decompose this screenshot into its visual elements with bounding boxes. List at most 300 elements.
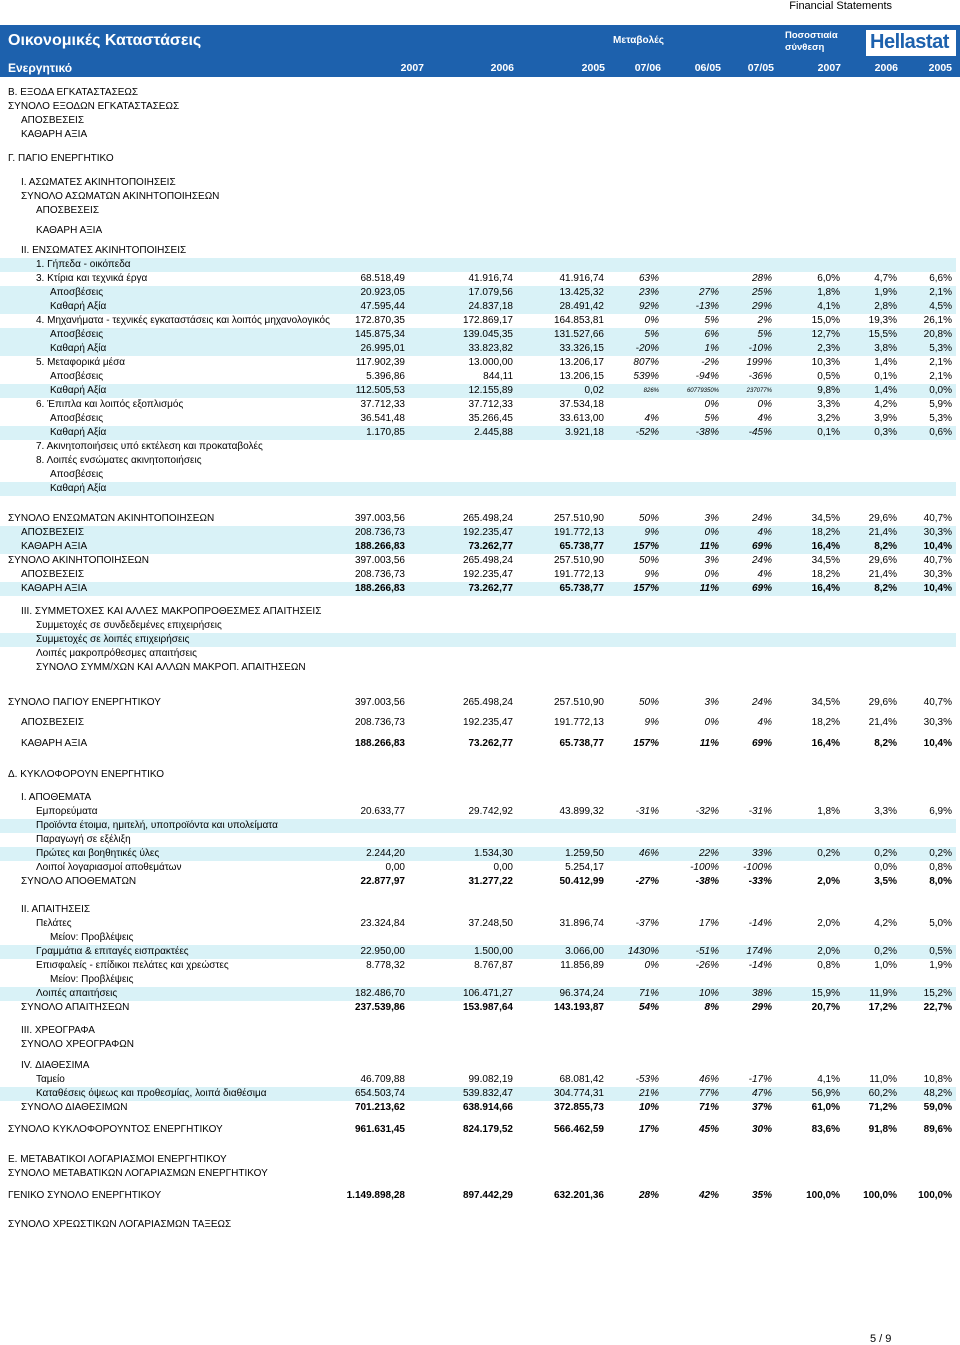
amount-cell: 65.738,77 — [559, 583, 604, 594]
change-cell: 63% — [638, 273, 659, 284]
table-row — [0, 1001, 956, 1015]
row-label: 1. Γήπεδα - οικόπεδα — [36, 259, 131, 270]
table-row — [0, 224, 956, 238]
change-cell: 5% — [704, 315, 719, 326]
amount-cell: 188.266,83 — [354, 583, 405, 594]
amount-cell: 2.445,88 — [474, 427, 513, 438]
amount-cell: 73.262,77 — [468, 583, 513, 594]
percent-cell: 30,3% — [923, 527, 952, 538]
row-label: Εμπορεύματα — [36, 806, 98, 817]
amount-cell: 237.539,86 — [354, 1002, 405, 1013]
amount-cell: 257.510,90 — [553, 513, 604, 524]
change-cell: -31% — [635, 806, 659, 817]
percent-cell: 10,4% — [923, 583, 952, 594]
amount-cell: 304.774,31 — [553, 1088, 604, 1099]
percent-cell: 2,1% — [929, 371, 952, 382]
percent-cell: 0,1% — [874, 371, 897, 382]
change-cell: -20% — [635, 343, 659, 354]
amount-cell: 5.396,86 — [366, 371, 405, 382]
table-row — [0, 286, 956, 300]
row-label: 6. Έπιπλα και λοιπός εξοπλισμός — [36, 399, 184, 410]
percent-cell: 0,1% — [817, 427, 840, 438]
change-cell: 23% — [638, 287, 659, 298]
percent-cell: 40,7% — [923, 513, 952, 524]
change-cell: 3% — [704, 555, 719, 566]
table-row — [0, 917, 956, 931]
table-row — [0, 647, 956, 661]
table-row — [0, 300, 956, 314]
amount-cell: 188.266,83 — [354, 738, 405, 749]
amount-cell: 36.541,48 — [360, 413, 405, 424]
amount-cell: 73.262,77 — [468, 738, 513, 749]
row-label: ΙV. ΔΙΑΘΕΣΙΜΑ — [21, 1060, 90, 1071]
table-row — [0, 342, 956, 356]
percent-cell: 30,3% — [923, 717, 952, 728]
row-label: ΑΠΟΣΒΕΣΕΙΣ — [21, 569, 85, 580]
page-number: 5 / 9 — [870, 1333, 892, 1345]
percent-cell: 11,0% — [869, 1074, 897, 1085]
amount-cell: 397.003,56 — [354, 697, 405, 708]
change-cell: 11% — [699, 738, 719, 749]
change-cell: 0% — [644, 315, 659, 326]
percent-cell: 1,9% — [874, 287, 897, 298]
row-label: ΣΥΝΟΛΟ ΧΡΕΟΓΡΑΦΩΝ — [21, 1039, 134, 1050]
percent-cell: 6,9% — [929, 806, 952, 817]
table-row — [0, 805, 956, 819]
row-label: ΣΥΝΟΛΟ ΕΝΣΩΜΑΤΩΝ ΑΚΙΝΗΤΟΠΟΙΗΣΕΩΝ — [8, 513, 215, 524]
change-cell: 4% — [757, 527, 772, 538]
row-label: 7. Ακινητοποιήσεις υπό εκτέλεση και προκαταβολές — [36, 441, 263, 452]
change-cell: 24% — [751, 697, 772, 708]
row-label: Καθαρή Αξία — [50, 301, 107, 312]
col-header-2007: 2007 — [400, 62, 424, 74]
row-label: Λοιποί λογαριασμοί αποθεμάτων — [36, 862, 182, 873]
amount-cell: 191.772,13 — [553, 527, 604, 538]
amount-cell: 172.870,35 — [354, 315, 405, 326]
percent-cell: 4,1% — [817, 301, 840, 312]
percent-cell: 1,9% — [929, 960, 952, 971]
amount-cell: 41.916,74 — [468, 273, 513, 284]
table-row — [0, 737, 956, 751]
percent-cell: 3,3% — [874, 806, 897, 817]
table-row — [0, 582, 956, 596]
table-row — [0, 314, 956, 328]
amount-cell: 131.527,66 — [553, 329, 604, 340]
change-cell: 71% — [698, 1102, 719, 1113]
amount-cell: 172.869,17 — [462, 315, 513, 326]
section-label: Ενεργητικό — [8, 61, 73, 75]
amount-cell: 397.003,56 — [354, 513, 405, 524]
change-cell: -53% — [635, 1074, 659, 1085]
table-row — [0, 696, 956, 710]
column-header-bar — [0, 57, 960, 77]
amount-cell: 139.045,35 — [462, 329, 513, 340]
row-label: ΣΥΝΟΛΟ ΜΕΤΑΒΑΤΙΚΩΝ ΛΟΓΑΡΙΑΣΜΩΝ ΕΝΕΡΓΗΤΙΚΟΥ — [8, 1168, 268, 1179]
row-label: Παραγωγή σε εξέλιξη — [36, 834, 131, 845]
change-cell: 69% — [751, 583, 772, 594]
change-cell: 199% — [746, 357, 772, 368]
change-cell: -32% — [695, 806, 719, 817]
table-row — [0, 903, 956, 917]
amount-cell: 143.193,87 — [553, 1002, 604, 1013]
row-label: ΣΥΝΟΛΟ ΧΡΕΩΣΤΙΚΩΝ ΛΟΓΑΡΙΑΣΜΩΝ ΤΑΞΕΩΣ — [8, 1219, 232, 1230]
amount-cell: 13.206,17 — [559, 357, 604, 368]
table-row — [0, 1123, 956, 1137]
percent-cell: 0,8% — [929, 862, 952, 873]
percent-cell: 15,5% — [868, 329, 897, 340]
change-cell: -38% — [695, 427, 719, 438]
table-row — [0, 1024, 956, 1038]
percent-cell: 11,9% — [869, 988, 897, 999]
change-cell: -31% — [748, 806, 772, 817]
amount-cell: 31.896,74 — [559, 918, 604, 929]
table-row — [0, 244, 956, 258]
table-row — [0, 568, 956, 582]
change-cell: 2% — [757, 315, 772, 326]
amount-cell: 65.738,77 — [559, 541, 604, 552]
table-row — [0, 605, 956, 619]
change-cell: 3% — [704, 697, 719, 708]
percent-cell: 18,2% — [811, 569, 840, 580]
table-row — [0, 791, 956, 805]
change-cell: -2% — [701, 357, 719, 368]
row-label: Μείον: Προβλέψεις — [50, 974, 134, 985]
amount-cell: 13.425,32 — [559, 287, 604, 298]
percent-cell: 16,4% — [811, 541, 840, 552]
percent-cell: 5,3% — [929, 413, 952, 424]
amount-cell: 192.235,47 — [462, 717, 513, 728]
amount-cell: 192.235,47 — [462, 527, 513, 538]
report-title: Οικονομικές Καταστάσεις — [8, 32, 202, 49]
row-label: ΣΥΝΟΛΟ ΑΣΩΜΑΤΩΝ ΑΚΙΝΗΤΟΠΟΙΗΣΕΩΝ — [21, 191, 220, 202]
row-label: ΚΑΘΑΡΗ ΑΞΙΑ — [21, 129, 88, 140]
change-cell: 807% — [633, 357, 659, 368]
row-label: ΚΑΘΑΡΗ ΑΞΙΑ — [36, 225, 103, 236]
percent-cell: 15,2% — [923, 988, 952, 999]
change-cell: -51% — [695, 946, 719, 957]
amount-cell: 43.899,32 — [559, 806, 604, 817]
row-label: ΙΙ. ΕΝΣΩΜΑΤΕΣ ΑΚΙΝΗΤΟΠΟΙΗΣΕΙΣ — [21, 245, 187, 256]
amount-cell: 208.736,73 — [354, 527, 405, 538]
row-label: Πρώτες και βοηθητικές ύλες — [36, 848, 160, 859]
row-label: ΚΑΘΑΡΗ ΑΞΙΑ — [21, 738, 88, 749]
table-row — [0, 1218, 956, 1232]
percent-cell: 2,8% — [874, 301, 897, 312]
percent-cell: 0,2% — [817, 848, 840, 859]
percent-cell: 4,7% — [874, 273, 897, 284]
change-cell: 11% — [699, 583, 719, 594]
table-row — [0, 440, 956, 454]
table-row — [0, 1189, 956, 1203]
change-cell: 0% — [704, 399, 719, 410]
percent-cell: 60,2% — [868, 1088, 897, 1099]
table-row — [0, 1167, 956, 1181]
percent-cell: 16,4% — [811, 738, 840, 749]
change-cell: -10% — [748, 343, 772, 354]
amount-cell: 37.534,18 — [559, 399, 604, 410]
percent-cell: 20,7% — [811, 1002, 840, 1013]
percent-cell: 100,0% — [863, 1190, 897, 1201]
change-cell: 174% — [746, 946, 772, 957]
amount-cell: 65.738,77 — [559, 738, 604, 749]
change-cell: 157% — [633, 583, 659, 594]
table-row — [0, 619, 956, 633]
percent-composition-header: Ποσοστιαία σύνθεση — [785, 30, 838, 53]
amount-cell: 33.613,00 — [559, 413, 604, 424]
change-cell: 539% — [633, 371, 659, 382]
change-cell: 0% — [704, 717, 719, 728]
row-label: ΑΠΟΣΒΕΣΕΙΣ — [36, 205, 100, 216]
change-cell: -94% — [695, 371, 719, 382]
amount-cell: 8.767,87 — [474, 960, 513, 971]
table-row — [0, 512, 956, 526]
change-cell: 22% — [698, 848, 719, 859]
amount-cell: 28.491,42 — [559, 301, 604, 312]
change-cell: 4% — [644, 413, 659, 424]
change-cell: 4% — [757, 413, 772, 424]
row-label: ΣΥΝΟΛΟ ΑΠΑΙΤΗΣΕΩΝ — [21, 1002, 130, 1013]
change-cell: 50% — [638, 513, 659, 524]
percent-cell: 0,2% — [874, 848, 897, 859]
change-cell: 29% — [751, 1002, 772, 1013]
col-header-2006: 2006 — [490, 62, 514, 74]
row-label: Καταθέσεις όψεως και προθεσμίας, λοιπά διαθέσιμα — [36, 1088, 267, 1099]
percent-cell: 89,6% — [923, 1124, 952, 1135]
amount-cell: 208.736,73 — [354, 717, 405, 728]
percent-cell: 21,4% — [868, 569, 897, 580]
change-cell: -100% — [690, 862, 719, 873]
table-row — [0, 1101, 956, 1115]
percent-cell: 0,3% — [874, 427, 897, 438]
percent-cell: 61,0% — [811, 1102, 840, 1113]
percent-cell: 10,4% — [923, 738, 952, 749]
percent-cell: 48,2% — [923, 1088, 952, 1099]
row-label: Προϊόντα έτοιμα, ημιτελή, υποπροϊόντα και υπολείματα — [36, 820, 278, 831]
percent-cell: 3,8% — [874, 343, 897, 354]
change-cell: 0% — [704, 527, 719, 538]
change-cell: -38% — [695, 876, 719, 887]
row-label: ΙΙ. ΑΠΑΙΤΗΣΕΙΣ — [21, 904, 91, 915]
amount-cell: 2.244,20 — [366, 848, 405, 859]
change-cell: 46% — [698, 1074, 719, 1085]
amount-cell: 638.914,66 — [462, 1102, 513, 1113]
change-cell: 33% — [751, 848, 772, 859]
percent-cell: 59,0% — [923, 1102, 952, 1113]
percent-cell: 2,3% — [817, 343, 840, 354]
table-row — [0, 482, 956, 496]
row-label: Καθαρή Αξία — [50, 483, 107, 494]
table-row — [0, 633, 956, 647]
change-cell: 5% — [704, 413, 719, 424]
change-cell: 28% — [751, 273, 772, 284]
row-label: 4. Μηχανήματα - τεχνικές εγκαταστάσεις και λοιπός μηχανολογικός — [36, 315, 330, 326]
amount-cell: 265.498,24 — [462, 697, 513, 708]
percent-cell: 0,5% — [817, 371, 840, 382]
percent-cell: 2,0% — [817, 946, 840, 957]
row-label: ΚΑΘΑΡΗ ΑΞΙΑ — [21, 541, 88, 552]
percent-cell: 1,4% — [874, 357, 897, 368]
amount-cell: 372.855,73 — [553, 1102, 604, 1113]
percent-cell: 18,2% — [811, 717, 840, 728]
percent-cell: 29,6% — [868, 697, 897, 708]
change-cell: 77% — [698, 1088, 719, 1099]
percent-cell: 4,2% — [874, 918, 897, 929]
table-row — [0, 328, 956, 342]
change-cell: 92% — [638, 301, 659, 312]
change-cell: -33% — [748, 876, 772, 887]
amount-cell: 257.510,90 — [553, 697, 604, 708]
table-row — [0, 204, 956, 218]
change-cell: 10% — [698, 988, 719, 999]
row-label: ΑΠΟΣΒΕΣΕΙΣ — [21, 527, 85, 538]
amount-cell: 265.498,24 — [462, 513, 513, 524]
col-header-2005: 2005 — [581, 62, 605, 74]
row-label: ΣΥΝΟΛΟ ΑΠΟΘΕΜΑΤΩΝ — [21, 876, 137, 887]
percent-cell: 8,2% — [874, 541, 897, 552]
percent-cell: 15,0% — [811, 315, 840, 326]
change-cell: 0% — [644, 960, 659, 971]
change-cell: 1430% — [627, 946, 659, 957]
amount-cell: 47.595,44 — [360, 301, 405, 312]
table-row — [0, 152, 956, 166]
amount-cell: 145.875,34 — [354, 329, 405, 340]
change-cell: 17% — [638, 1124, 659, 1135]
amount-cell: 191.772,13 — [553, 569, 604, 580]
row-label: Ι. ΑΣΩΜΑΤΕΣ ΑΚΙΝΗΤΟΠΟΙΗΣΕΙΣ — [21, 177, 176, 188]
percent-cell: 26,1% — [923, 315, 952, 326]
row-label: Ι. ΑΠΟΘΕΜΑΤΑ — [21, 792, 92, 803]
percent-cell: 5,3% — [929, 343, 952, 354]
amount-cell: 265.498,24 — [462, 555, 513, 566]
row-label: ΚΑΘΑΡΗ ΑΞΙΑ — [21, 583, 88, 594]
amount-cell: 961.631,45 — [354, 1124, 405, 1135]
table-row — [0, 1153, 956, 1167]
change-cell: 30% — [751, 1124, 772, 1135]
row-label: Αποσβέσεις — [50, 287, 104, 298]
table-row — [0, 875, 956, 889]
table-row — [0, 768, 956, 782]
amount-cell: 897.442,29 — [462, 1190, 513, 1201]
table-row — [0, 833, 956, 847]
change-cell: 29% — [751, 301, 772, 312]
amount-cell: 20.923,05 — [360, 287, 405, 298]
change-cell: 35% — [751, 1190, 772, 1201]
amount-cell: 397.003,56 — [354, 555, 405, 566]
amount-cell: 29.742,92 — [468, 806, 513, 817]
row-label: Αποσβέσεις — [50, 371, 104, 382]
change-cell: 46% — [638, 848, 659, 859]
table-row — [0, 356, 956, 370]
table-row — [0, 973, 956, 987]
change-cell: -45% — [748, 427, 772, 438]
row-label: ΙΙΙ. ΣΥΜΜΕΤΟΧΕΣ ΚΑΙ ΑΛΛΕΣ ΜΑΚΡΟΠΡΟΘΕΣΜΕΣ ΑΠΑΙΤΗΣΕΙΣ — [21, 606, 322, 617]
percent-cell: 100,0% — [806, 1190, 840, 1201]
col-header-06-05: 06/05 — [694, 62, 721, 74]
table-row — [0, 398, 956, 412]
percent-cell: 3,2% — [817, 413, 840, 424]
amount-cell: 632.201,36 — [553, 1190, 604, 1201]
table-row — [0, 86, 956, 100]
row-label: ΣΥΝΟΛΟ ΔΙΑΘΕΣΙΜΩΝ — [21, 1102, 128, 1113]
percent-cell: 18,2% — [811, 527, 840, 538]
percent-cell: 29,6% — [868, 513, 897, 524]
change-cell: 69% — [751, 541, 772, 552]
row-label: Αποσβέσεις — [50, 329, 104, 340]
percent-cell: 9,8% — [817, 385, 840, 396]
table-row — [0, 128, 956, 142]
change-cell: 45% — [698, 1124, 719, 1135]
percent-cell: 12,7% — [811, 329, 840, 340]
table-row — [0, 554, 956, 568]
amount-cell: 3.066,00 — [565, 946, 604, 957]
amount-cell: 192.235,47 — [462, 569, 513, 580]
change-cell: 8% — [704, 1002, 719, 1013]
change-cell: 24% — [751, 555, 772, 566]
percent-cell: 10,3% — [811, 357, 840, 368]
change-cell: -17% — [748, 1074, 772, 1085]
amount-cell: 99.082,19 — [468, 1074, 513, 1085]
amount-cell: 1.500,00 — [474, 946, 513, 957]
table-row — [0, 114, 956, 128]
amount-cell: 208.736,73 — [354, 569, 405, 580]
amount-cell: 117.902,39 — [355, 357, 405, 368]
row-label: Καθαρή Αξία — [50, 385, 107, 396]
percent-cell: 34,5% — [811, 513, 840, 524]
percent-cell: 10,4% — [923, 541, 952, 552]
amount-cell: 844,11 — [483, 371, 513, 382]
amount-cell: 33.823,82 — [468, 343, 513, 354]
percent-cell: 2,0% — [817, 876, 840, 887]
percent-cell: 8,2% — [874, 583, 897, 594]
percent-cell: 0,2% — [929, 848, 952, 859]
percent-cell: 17,2% — [868, 1002, 897, 1013]
change-cell: -26% — [695, 960, 719, 971]
amount-cell: 1.259,50 — [565, 848, 604, 859]
row-label: Πελάτες — [36, 918, 72, 929]
row-label: Λοιπές απαιτήσεις — [36, 988, 118, 999]
change-cell: 3% — [704, 513, 719, 524]
change-cell: 4% — [757, 569, 772, 580]
change-cell: -27% — [635, 876, 659, 887]
table-row — [0, 1038, 956, 1052]
amount-cell: 164.853,81 — [553, 315, 604, 326]
row-label: Ε. ΜΕΤΑΒΑΤΙΚΟΙ ΛΟΓΑΡΙΑΣΜΟΙ ΕΝΕΡΓΗΤΙΚΟΥ — [8, 1154, 227, 1165]
amount-cell: 0,00 — [493, 862, 513, 873]
change-cell: -36% — [748, 371, 772, 382]
row-label: ΣΥΝΟΛΟ ΕΞΟΔΩΝ ΕΓΚΑΤΑΣΤΑΣΕΩΣ — [8, 101, 180, 112]
table-row — [0, 959, 956, 973]
change-cell: 42% — [698, 1190, 719, 1201]
row-label: ΑΠΟΣΒΕΣΕΙΣ — [21, 717, 85, 728]
amount-cell: 1.534,30 — [474, 848, 513, 859]
change-cell: 60779350% — [686, 388, 719, 394]
table-row — [0, 426, 956, 440]
table-row — [0, 945, 956, 959]
amount-cell: 96.374,24 — [559, 988, 604, 999]
change-cell: 50% — [638, 555, 659, 566]
row-label: Καθαρή Αξία — [50, 343, 107, 354]
percent-cell: 83,6% — [811, 1124, 840, 1135]
table-row — [0, 540, 956, 554]
amount-cell: 8.778,32 — [366, 960, 405, 971]
percent-cell: 8,0% — [929, 876, 952, 887]
percent-cell: 2,1% — [929, 357, 952, 368]
row-label: 5. Μεταφορικά μέσα — [36, 357, 126, 368]
amount-cell: 0,02 — [584, 385, 604, 396]
row-label: ΣΥΝΟΛΟ ΣΥΜΜ/ΧΩΝ ΚΑΙ ΑΛΛΩΝ ΜΑΚΡΟΠ. ΑΠΑΙΤΗΣΕΩΝ — [36, 662, 306, 673]
percent-cell: 20,8% — [923, 329, 952, 340]
amount-cell: 188.266,83 — [354, 541, 405, 552]
